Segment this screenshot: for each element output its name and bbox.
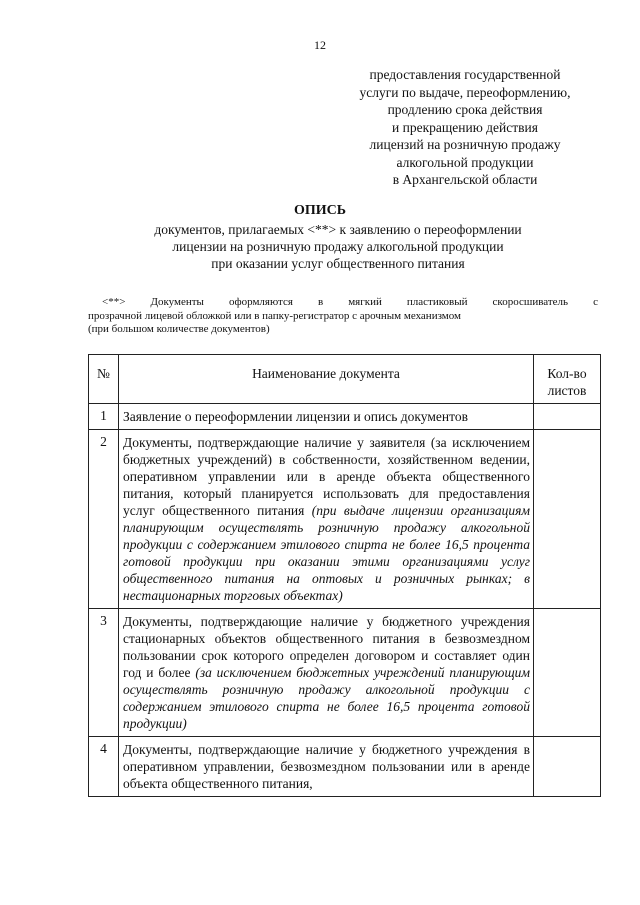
row-num: 2: [89, 430, 119, 609]
footnote: [88, 296, 598, 337]
row-name: [119, 404, 534, 430]
header-name: Наименование документа: [119, 355, 534, 404]
row-text: Документы, подтверждающие наличие у бюджетного учреждения в оперативном управлении, безвозмездном пользовании или в аренде объекта общественного питания,: [123, 742, 530, 791]
documents-table: [88, 354, 601, 797]
table-row: [89, 430, 601, 609]
header-line: продлению срока действия: [387, 102, 543, 117]
footnote-line: <**> Документы оформляются в мягкий пластиковый скоросшиватель с: [102, 296, 598, 308]
row-text: Заявление о переоформлении лицензии и опись документов: [123, 409, 468, 424]
row-num: 4: [89, 737, 119, 797]
row-name: [119, 430, 534, 609]
row-text: Документы, подтверждающие наличие у заявителя (за исключением бюджетных учреждений) в собственности, хозяйственном ведении, оперативном управлении или в аренде объекта общественного питания, который планируется использовать для предоставления услуг общественного питания: [123, 435, 530, 518]
row-count: [534, 737, 601, 797]
header-num: №: [89, 355, 119, 404]
footnote-line: прозрачной лицевой обложкой или в папку-регистратор с арочным механизмом: [88, 309, 461, 322]
table-row: [89, 609, 601, 737]
header-line: лицензий на розничную продажу: [369, 137, 561, 152]
header-count-line2: листов: [547, 383, 587, 398]
subtitle-line: лицензии на розничную продажу алкогольной продукции: [172, 239, 504, 254]
document-title: ОПИСЬ: [293, 203, 347, 218]
row-italic-note: (за исключением бюджетных учреждений планирующим осуществлять розничную продажу алкогольной продукции с содержанием этилового спирта не более 16,5 процента готовой продукции): [123, 665, 530, 731]
row-count: [534, 609, 601, 737]
page-number: 12: [314, 38, 326, 52]
row-text: Документы, подтверждающие наличие у бюджетного учреждения стационарных объектов общественного питания в безвозмездном пользовании срок которого определен договором и составляет один год и более: [123, 614, 530, 680]
subtitle-line: документов, прилагаемых <**> к заявлению о переоформлении: [154, 222, 522, 237]
row-num: 3: [89, 609, 119, 737]
table-header-row: [89, 355, 601, 404]
header-line: алкогольной продукции: [396, 154, 534, 170]
header-block: [330, 66, 600, 189]
subtitle-line: при оказании услуг общественного питания: [211, 256, 465, 271]
row-italic-note: (при выдаче лицензии организациям планирующим осуществлять розничную продажу алкогольной продукции с содержанием этилового спирта не более 16,5 процента готовой продукции при оказании этими организациями услуг общественного питания на оптовых и розничных рынках; в нестационарных торговых объектах): [123, 503, 530, 603]
row-count: [534, 430, 601, 609]
footnote-line: (при большом количестве документов): [88, 323, 270, 335]
header-line: услуги по выдаче, переоформлению,: [359, 84, 571, 100]
row-num: 1: [89, 404, 119, 430]
header-line: и прекращению действия: [392, 119, 538, 135]
header-line: в Архангельской области: [392, 172, 538, 187]
header-count-line1: Кол-во: [547, 366, 587, 381]
header-count: [534, 355, 601, 404]
table-row: [89, 737, 601, 797]
table-row: [89, 404, 601, 430]
header-line: предоставления государственной: [369, 67, 561, 82]
row-count: [534, 404, 601, 430]
row-name: [119, 737, 534, 797]
document-subtitle: [88, 221, 588, 272]
row-name: [119, 609, 534, 737]
